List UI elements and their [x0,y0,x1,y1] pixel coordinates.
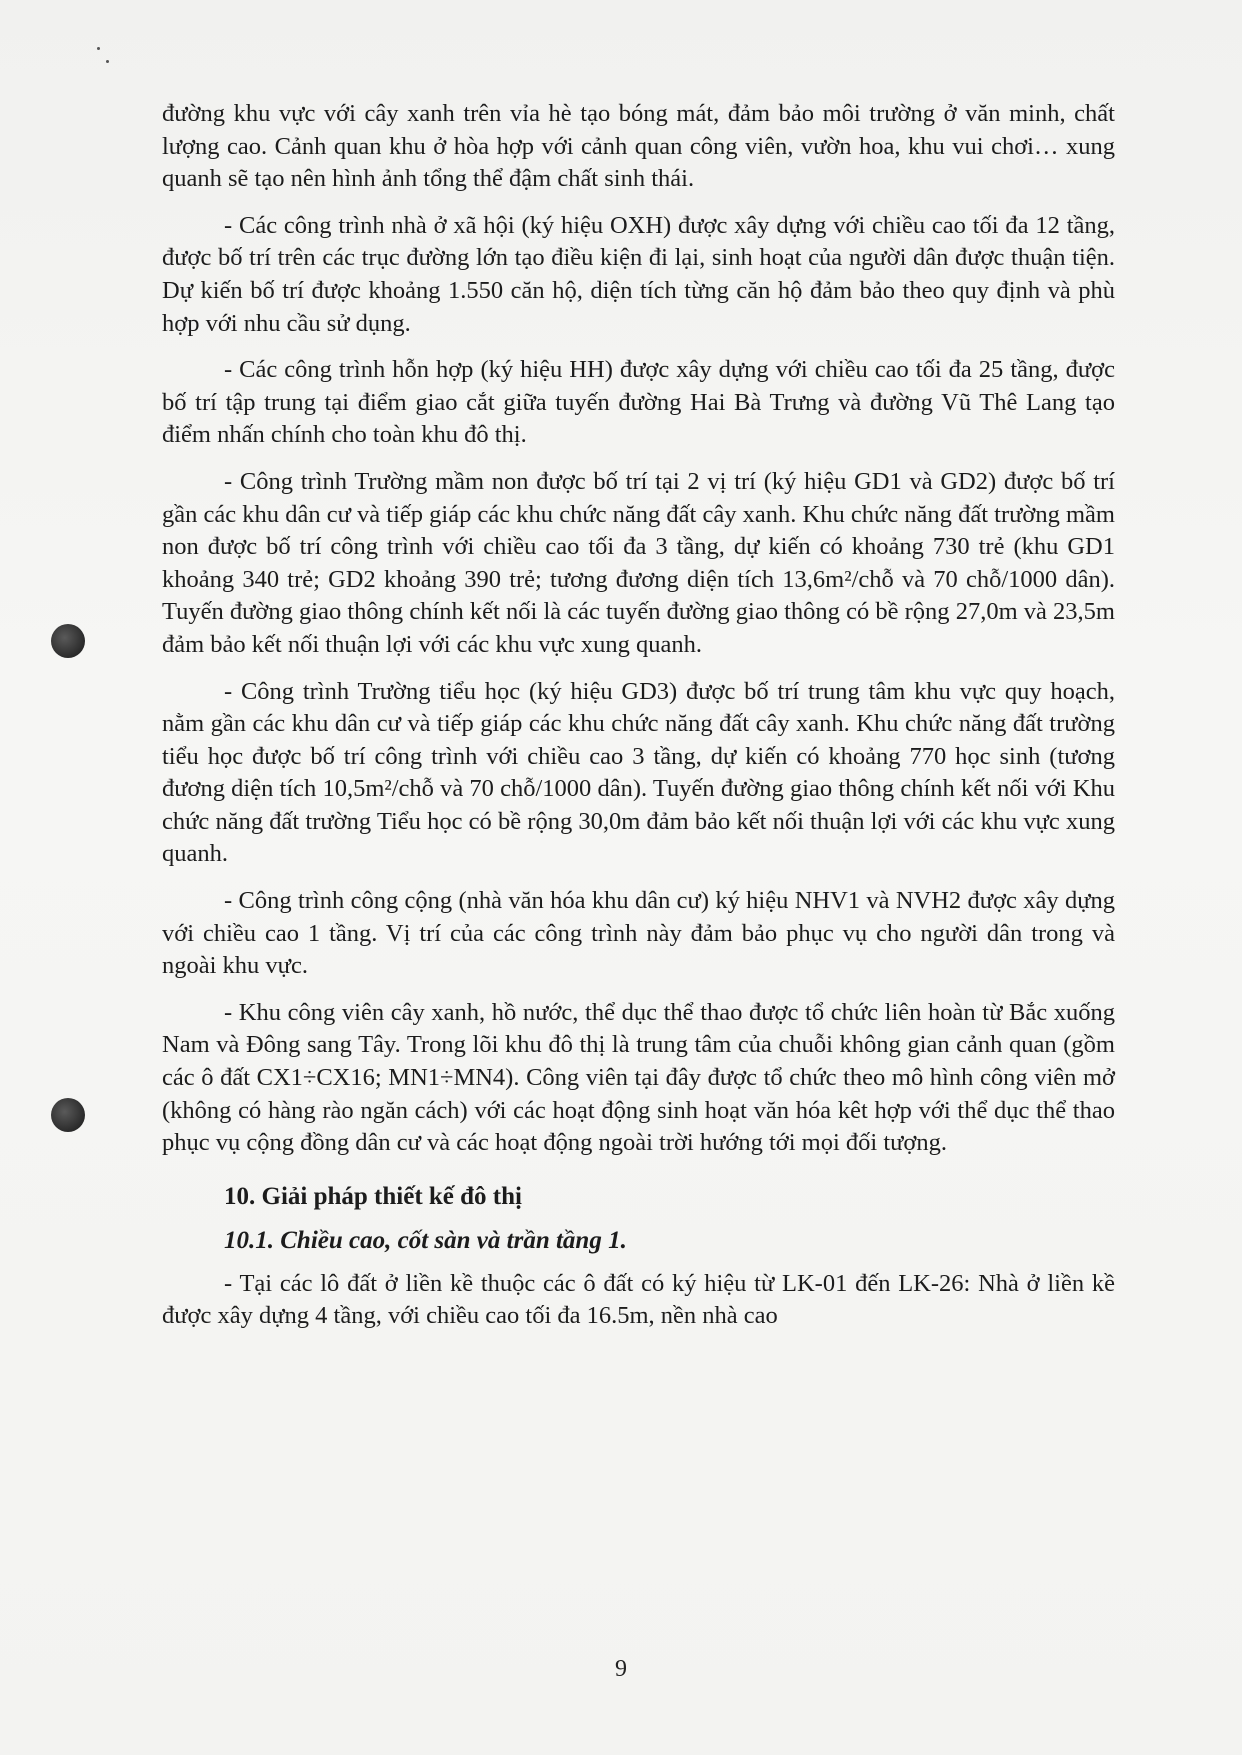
scan-speck [106,60,109,63]
punch-hole-top [51,624,85,658]
page-number: 9 [615,1656,627,1682]
punch-hole-bottom [51,1098,85,1132]
document-body [162,98,1115,1347]
paragraph-parks: - Khu công viên cây xanh, hồ nước, thể dục thể thao được tổ chức liên hoàn từ Bắc xuống Nam và Đông sang Tây. Trong lõi khu đô thị là trung tâm của chuỗi không gian cảnh quan (gồm các ô đất CX1÷CX16; MN1÷MN4). Công viên tại đây được tổ chức theo mô hình công viên mở (không có hàng rào ngăn cách) với các hoạt động sinh hoạt văn hóa kêt hợp với thể dục thể thao phục vụ cộng đồng dân cư và các hoạt động ngoài trời hướng tới mọi đối tượng. [162,998,1115,1157]
section-heading-10-1: 10.1. Chiều cao, cốt sàn và trần tầng 1. [224,1226,627,1254]
paragraph-kindergarten: - Công trình Trường mầm non được bố trí tại 2 vị trí (ký hiệu GD1 và GD2) được bố trí gần các khu dân cư và tiếp giáp các khu chức năng đất cây xanh. Khu chức năng đất trường mầm non được bố trí công trình với chiều cao tối đa 3 tầng, dự kiến có khoảng 730 trẻ (khu GD1 khoảng 340 trẻ; GD2 khoảng 390 trẻ; tương đương diện tích 13,6m²/chỗ và 70 chỗ/1000 dân). Tuyến đường giao thông chính kết nối là các tuyến đường giao thông có bề rộng 27,0m và 23,5m đảm bảo kết nối thuận lợi với các khu vực xung quanh. [162,467,1115,658]
paragraph-public-works: - Công trình công cộng (nhà văn hóa khu dân cư) ký hiệu NHV1 và NVH2 được xây dựng với chiều cao 1 tầng. Vị trí của các công trình này đảm bảo phục vụ cho người dân trong và ngoài khu vực. [162,887,1115,980]
scan-speck [97,47,100,50]
paragraph-row-houses: - Tại các lô đất ở liền kề thuộc các ô đất có ký hiệu từ LK-01 đến LK-26: Nhà ở liền kề được xây dựng 4 tầng, với chiều cao tối đa 16.5m, nền nhà cao [162,1269,1115,1330]
paragraph-mixed-use: - Các công trình hỗn hợp (ký hiệu HH) được xây dựng với chiều cao tối đa 25 tầng, được bố trí tập trung tại điểm giao cắt giữa tuyến đường Hai Bà Trưng và đường Vũ Thê Lang tạo điểm nhấn chính cho toàn khu đô thị. [162,356,1115,449]
paragraph-primary-school: - Công trình Trường tiểu học (ký hiệu GD3) được bố trí trung tâm khu vực quy hoạch, nằm gần các khu dân cư và tiếp giáp các khu chức năng đất cây xanh. Khu chức năng đất trường tiểu học được bố trí công trình với chiều cao 3 tầng, dự kiến có khoảng 770 học sinh (tương đương diện tích 10,5m²/chỗ và 70 chỗ/1000 dân). Tuyến đường giao thông chính kết nối với Khu chức năng đất trường Tiểu học có bề rộng 30,0m đảm bảo kết nối thuận lợi với các khu vực xung quanh. [162,677,1115,868]
paragraph-continuation: đường khu vực với cây xanh trên vỉa hè tạo bóng mát, đảm bảo môi trường ở văn minh, chất lượng cao. Cảnh quan khu ở hòa hợp với cảnh quan công viên, vườn hoa, khu vui chơi… xung quanh sẽ tạo nên hình ảnh tổng thể đậm chất sinh thái. [162,100,1115,193]
paragraph-social-housing: - Các công trình nhà ở xã hội (ký hiệu OXH) được xây dựng với chiều cao tối đa 12 tầng, được bố trí trên các trục đường lớn tạo điều kiện đi lại, sinh hoạt của người dân được thuận tiện. Dự kiến bố trí được khoảng 1.550 căn hộ, diện tích từng căn hộ đảm bảo theo quy định và phù hợp với nhu cầu sử dụng. [162,211,1115,337]
section-heading-10: 10. Giải pháp thiết kế đô thị [224,1182,522,1210]
